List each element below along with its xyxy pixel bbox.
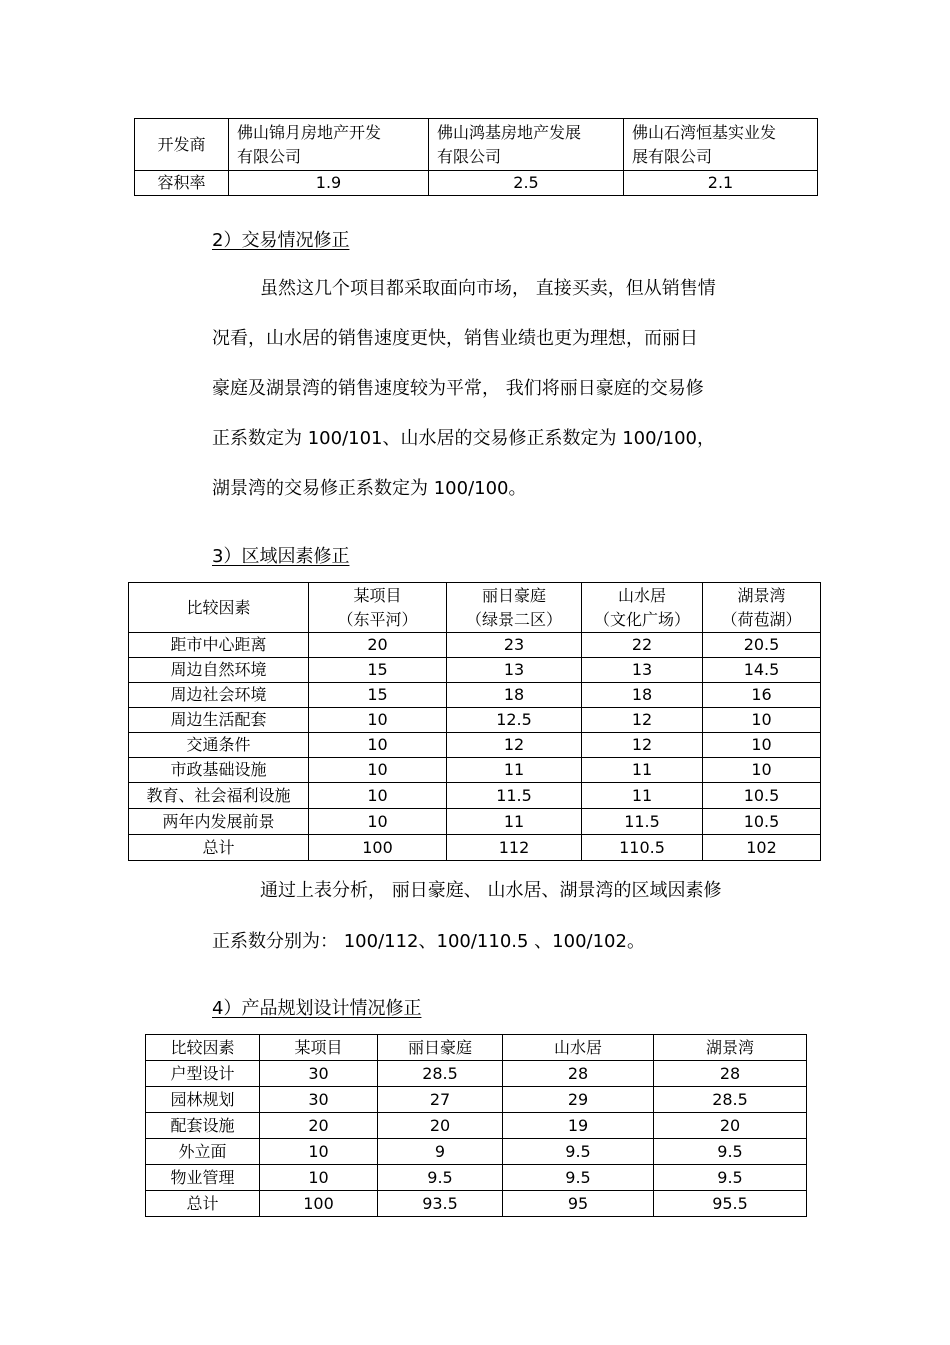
value-cell: 102 — [703, 835, 821, 861]
value-cell: 10 — [309, 809, 447, 835]
value-cell: 27 — [378, 1087, 503, 1113]
factor-cell: 教育、社会福利设施 — [129, 783, 309, 809]
table-row — [129, 809, 821, 835]
section-heading: 4）产品规划设计情况修正 — [212, 998, 422, 1019]
value-cell: 15 — [309, 658, 447, 683]
value-cell: 9 — [378, 1139, 503, 1165]
header-cell: 湖景湾 （荷苞湖） — [703, 583, 821, 633]
factor-cell: 户型设计 — [146, 1061, 260, 1087]
factor-cell: 周边生活配套 — [129, 708, 309, 733]
factor-cell: 周边自然环境 — [129, 658, 309, 683]
value-cell: 22 — [582, 633, 703, 658]
value-cell: 29 — [503, 1087, 654, 1113]
developer-cell: 佛山石湾恒基实业发 展有限公司 — [624, 119, 818, 171]
table-row — [146, 1061, 807, 1087]
header-cell: 某项目 — [260, 1035, 378, 1061]
section-heading: 2）交易情况修正 — [212, 230, 350, 251]
value-cell: 20 — [260, 1113, 378, 1139]
paragraph-line: 湖景湾的交易修正系数定为 100/100。 — [212, 478, 527, 499]
factor-cell: 园林规划 — [146, 1087, 260, 1113]
value-cell: 11 — [447, 758, 582, 783]
value-cell: 110.5 — [582, 835, 703, 861]
value-cell: 10 — [260, 1165, 378, 1191]
row-label: 开发商 — [135, 119, 229, 171]
table-row — [146, 1113, 807, 1139]
table-row — [129, 783, 821, 809]
factor-cell: 物业管理 — [146, 1165, 260, 1191]
table-row — [129, 708, 821, 733]
developer-cell: 佛山鸿基房地产发展 有限公司 — [429, 119, 624, 171]
developer-table — [134, 118, 818, 196]
table-row — [129, 758, 821, 783]
value-cell: 15 — [309, 683, 447, 708]
factor-cell: 距市中心距离 — [129, 633, 309, 658]
value-cell: 18 — [582, 683, 703, 708]
header-cell: 山水居 — [503, 1035, 654, 1061]
value-cell: 28.5 — [654, 1087, 807, 1113]
value-cell: 30 — [260, 1061, 378, 1087]
table-row — [129, 835, 821, 861]
row-label: 容积率 — [135, 171, 229, 196]
value-cell: 93.5 — [378, 1191, 503, 1217]
value-cell: 18 — [447, 683, 582, 708]
table-row — [129, 683, 821, 708]
value-cell: 100 — [309, 835, 447, 861]
value-cell: 12 — [582, 708, 703, 733]
table-row — [146, 1139, 807, 1165]
paragraph-line: 豪庭及湖景湾的销售速度较为平常， 我们将丽日豪庭的交易修 — [212, 378, 704, 399]
factor-cell: 交通条件 — [129, 733, 309, 758]
table-row — [146, 1165, 807, 1191]
value-cell: 100 — [260, 1191, 378, 1217]
value-cell: 11 — [447, 809, 582, 835]
value-cell: 9.5 — [654, 1139, 807, 1165]
value-cell: 10 — [260, 1139, 378, 1165]
factor-cell: 配套设施 — [146, 1113, 260, 1139]
value-cell: 10 — [309, 758, 447, 783]
value-cell: 11 — [582, 783, 703, 809]
factor-cell: 总计 — [129, 835, 309, 861]
plot-ratio-cell: 1.9 — [229, 171, 429, 196]
factor-cell: 市政基础设施 — [129, 758, 309, 783]
value-cell: 9.5 — [654, 1165, 807, 1191]
value-cell: 11 — [582, 758, 703, 783]
value-cell: 20 — [654, 1113, 807, 1139]
header-cell: 湖景湾 — [654, 1035, 807, 1061]
paragraph-line: 通过上表分析， 丽日豪庭、 山水居、湖景湾的区域因素修 — [260, 880, 722, 901]
value-cell: 20 — [378, 1113, 503, 1139]
value-cell: 10 — [703, 708, 821, 733]
paragraph-line: 正系数定为 100/101、山水居的交易修正系数定为 100/100， — [212, 428, 715, 449]
table-row — [129, 733, 821, 758]
factor-cell: 两年内发展前景 — [129, 809, 309, 835]
value-cell: 10.5 — [703, 783, 821, 809]
value-cell: 9.5 — [503, 1165, 654, 1191]
regional-factors-table — [128, 582, 821, 861]
paragraph-line: 正系数分别为： 100/112、100/110.5 、100/102。 — [212, 931, 645, 952]
value-cell: 13 — [447, 658, 582, 683]
table-row — [146, 1087, 807, 1113]
value-cell: 12.5 — [447, 708, 582, 733]
value-cell: 9.5 — [378, 1165, 503, 1191]
value-cell: 10 — [309, 733, 447, 758]
value-cell: 16 — [703, 683, 821, 708]
value-cell: 30 — [260, 1087, 378, 1113]
value-cell: 28.5 — [378, 1061, 503, 1087]
factor-cell: 总计 — [146, 1191, 260, 1217]
header-cell: 比较因素 — [146, 1035, 260, 1061]
value-cell: 28 — [503, 1061, 654, 1087]
table-row — [146, 1191, 807, 1217]
product-planning-table — [145, 1034, 807, 1217]
value-cell: 20.5 — [703, 633, 821, 658]
factor-cell: 外立面 — [146, 1139, 260, 1165]
value-cell: 12 — [447, 733, 582, 758]
plot-ratio-cell: 2.5 — [429, 171, 624, 196]
paragraph-line: 况看，山水居的销售速度更快，销售业绩也更为理想，而丽日 — [212, 328, 698, 349]
header-cell: 山水居 （文化广场） — [582, 583, 703, 633]
value-cell: 11.5 — [447, 783, 582, 809]
value-cell: 10 — [703, 758, 821, 783]
header-cell: 某项目 （东平河） — [309, 583, 447, 633]
table-row — [129, 633, 821, 658]
factor-cell: 周边社会环境 — [129, 683, 309, 708]
header-cell: 丽日豪庭 — [378, 1035, 503, 1061]
value-cell: 10 — [309, 708, 447, 733]
value-cell: 10.5 — [703, 809, 821, 835]
value-cell: 14.5 — [703, 658, 821, 683]
value-cell: 28 — [654, 1061, 807, 1087]
header-cell: 丽日豪庭 （绿景二区） — [447, 583, 582, 633]
value-cell: 23 — [447, 633, 582, 658]
value-cell: 9.5 — [503, 1139, 654, 1165]
value-cell: 12 — [582, 733, 703, 758]
value-cell: 11.5 — [582, 809, 703, 835]
developer-cell: 佛山锦月房地产开发 有限公司 — [229, 119, 429, 171]
plot-ratio-cell: 2.1 — [624, 171, 818, 196]
table-row — [129, 658, 821, 683]
value-cell: 19 — [503, 1113, 654, 1139]
value-cell: 95.5 — [654, 1191, 807, 1217]
value-cell: 112 — [447, 835, 582, 861]
value-cell: 95 — [503, 1191, 654, 1217]
value-cell: 10 — [309, 783, 447, 809]
value-cell: 20 — [309, 633, 447, 658]
header-cell: 比较因素 — [129, 583, 309, 633]
value-cell: 13 — [582, 658, 703, 683]
section-heading: 3）区域因素修正 — [212, 546, 350, 567]
value-cell: 10 — [703, 733, 821, 758]
paragraph-line: 虽然这几个项目都采取面向市场， 直接买卖，但从销售情 — [260, 278, 716, 299]
